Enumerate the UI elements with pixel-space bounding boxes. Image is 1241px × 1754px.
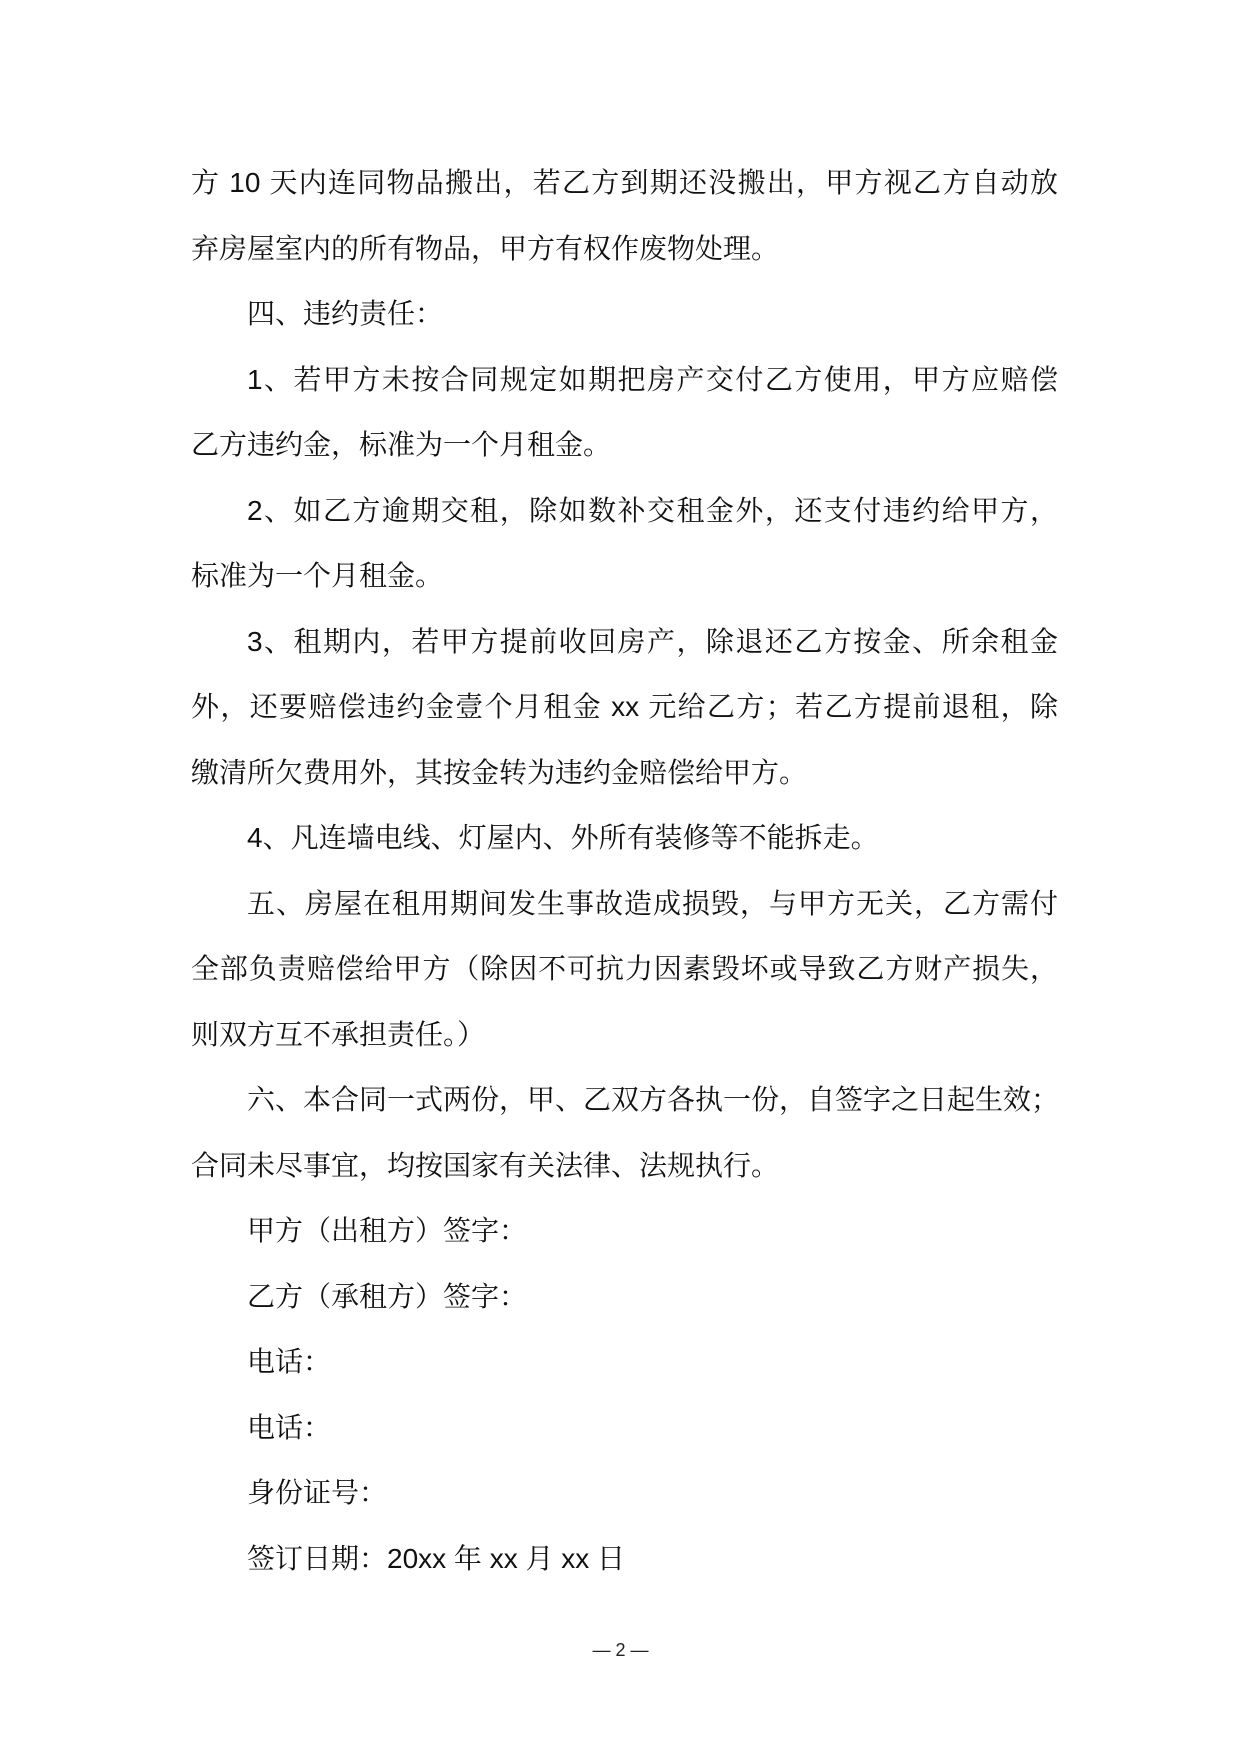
- page-number: — 2 —: [592, 1640, 649, 1660]
- clause-item: 1、若甲方未按合同规定如期把房产交付乙方使用，甲方应赔偿: [247, 363, 1058, 395]
- clause-item: 4、凡连墙电线、灯屋内、外所有装修等不能拆走。: [247, 822, 879, 853]
- body-text-line: 外，还要赔偿违约金壹个月租金 xx 元给乙方；若乙方提前退租，除: [191, 691, 1058, 722]
- signature-party-b-label: 乙方（承租方）签字：: [247, 1280, 528, 1312]
- sign-date-label: 签订日期：20xx 年 xx 月 xx 日: [247, 1542, 626, 1574]
- document-body: [191, 150, 1058, 1591]
- body-text-line: 全部负责赔偿给甲方（除因不可抗力因素毁坏或导致乙方财产损失，: [191, 953, 1058, 984]
- clause-item: 3、租期内，若甲方提前收回房产，除退还乙方按金、所余租金: [247, 625, 1058, 657]
- clause-item: 2、如乙方逾期交租，除如数补交租金外，还支付违约给甲方，: [247, 494, 1058, 526]
- section-paragraph: 五、房屋在租用期间发生事故造成损毁，与甲方无关，乙方需付: [247, 887, 1058, 919]
- body-text-line: 标准为一个月租金。: [191, 560, 444, 591]
- body-text-line: 弃房屋室内的所有物品，甲方有权作废物处理。: [191, 232, 780, 264]
- body-text-line: 乙方违约金，标准为一个月租金。: [191, 429, 612, 460]
- section-heading: 四、违约责任：: [247, 298, 444, 329]
- body-text-line: 合同未尽事宜，均按国家有关法律、法规执行。: [191, 1149, 780, 1181]
- phone-label: 电话：: [247, 1346, 332, 1377]
- section-paragraph: 六、本合同一式两份，甲、乙双方各执一份，自签字之日起生效；: [247, 1084, 1060, 1115]
- signature-party-a-label: 甲方（出租方）签字：: [247, 1215, 528, 1246]
- phone-label: 电话：: [247, 1411, 332, 1443]
- body-text-line: 方 10 天内连同物品搬出，若乙方到期还没搬出，甲方视乙方自动放: [191, 167, 1058, 198]
- body-text-line: 缴清所欠费用外，其按金转为违约金赔偿给甲方。: [191, 756, 808, 788]
- id-number-label: 身份证号：: [247, 1477, 388, 1508]
- body-text-line: 则双方互不承担责任。）: [191, 1018, 486, 1050]
